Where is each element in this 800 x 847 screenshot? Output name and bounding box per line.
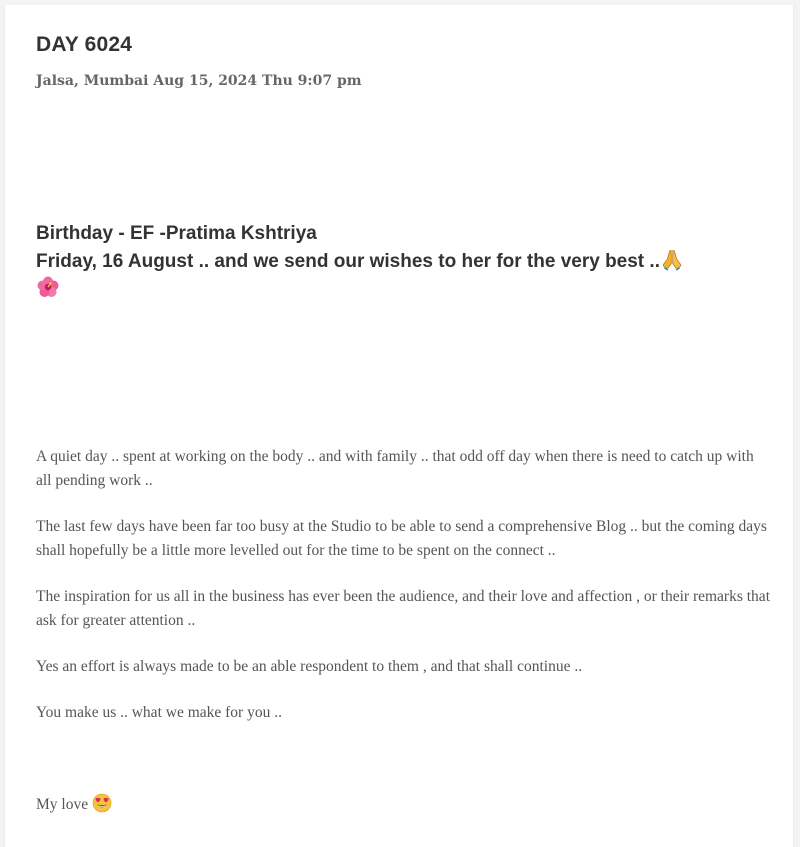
paragraph-2: The last few days have been far too busy at the Studio to be able to send a comprehensive Blog .. but the coming days shall hopefully be a little more levelled out for the time to be spent on the connect .. — [36, 518, 767, 559]
heart-eyes-icon — [92, 793, 112, 813]
paragraph-5: You make us .. what we make for you .. — [36, 704, 282, 721]
closing-text: My love — [36, 796, 89, 813]
post-body — [36, 445, 771, 839]
blog-post — [4, 5, 794, 847]
post-meta: Jalsa, Mumbai Aug 15, 2024 Thu 9:07 pm — [36, 73, 362, 89]
birthday-line-2-text: Friday, 16 August .. and we send our wishes to her for the very best .. — [36, 251, 660, 272]
closing-line — [36, 793, 771, 817]
hibiscus-icon — [36, 275, 60, 299]
birthday-line-2 — [36, 247, 756, 275]
paragraph-4: Yes an effort is always made to be an able respondent to them , and that shall continue .. — [36, 658, 583, 675]
birthday-line-3 — [36, 275, 756, 303]
paragraph-1: A quiet day .. spent at working on the body .. and with family .. that odd off day when there is need to catch up with all pending work .. — [36, 448, 754, 489]
paragraph-3: The inspiration for us all in the business has ever been the audience, and their love and affection , or their remarks that ask for greater attention .. — [36, 588, 770, 629]
birthday-section — [36, 221, 756, 303]
birthday-line-1: Birthday - EF -Pratima Kshtriya — [36, 223, 317, 244]
post-title: DAY 6024 — [36, 33, 133, 56]
folded-hands-icon — [660, 247, 684, 271]
